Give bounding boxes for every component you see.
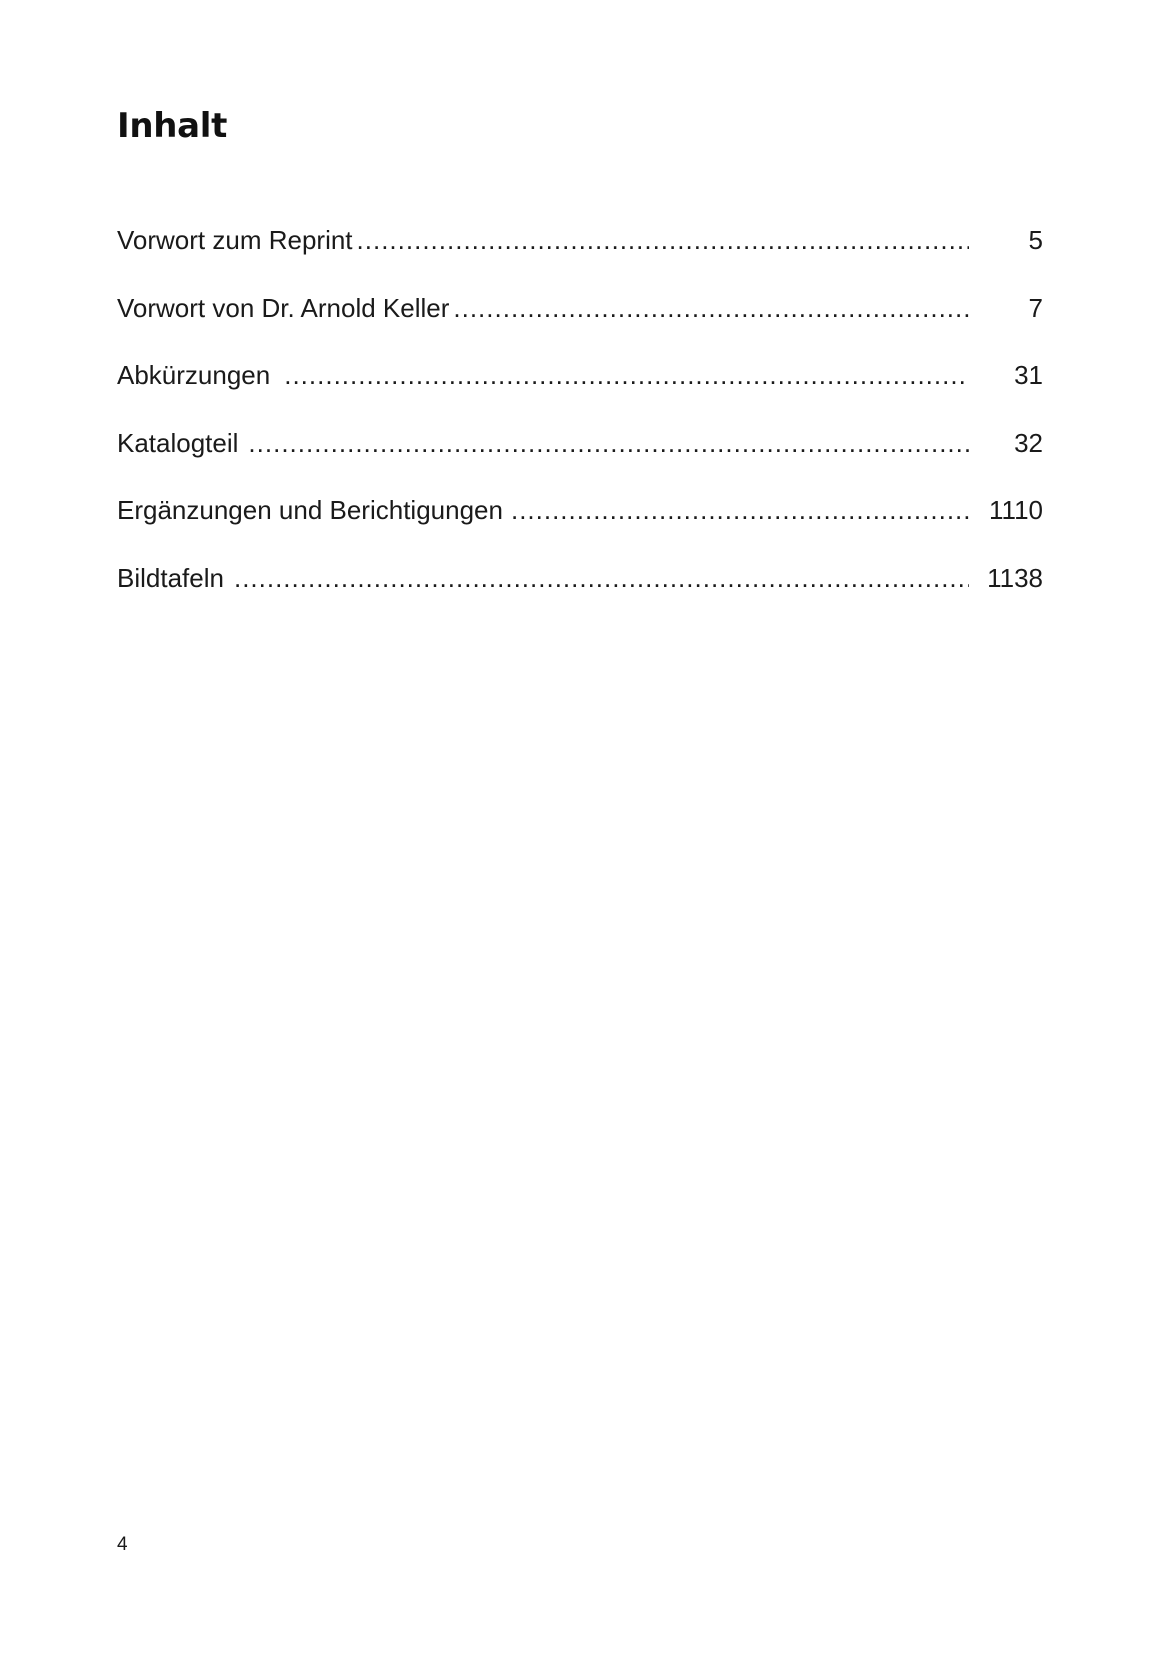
toc-label: Katalogteil (117, 427, 239, 458)
toc-label: Vorwort zum Reprint (117, 225, 353, 255)
toc-label: Abkürzungen (117, 360, 271, 391)
toc-label: Bildtafeln (117, 562, 224, 593)
toc-entry-bildtafeln (117, 558, 1043, 626)
page-number: 4 (117, 1534, 128, 1555)
toc-leader-dots (511, 490, 969, 530)
toc-page-number: 31 (1014, 360, 1043, 391)
toc-label: Ergänzungen und Berichtigungen (117, 495, 503, 526)
toc-entry-katalogteil (117, 423, 1043, 491)
toc-entry-vorwort-reprint (117, 220, 1043, 288)
toc-leader-dots (357, 220, 969, 260)
toc-label: Vorwort von Dr. Arnold Keller (117, 292, 450, 323)
toc-entry-vorwort-keller (117, 288, 1043, 356)
toc-page-number: 1138 (987, 562, 1043, 593)
toc-entry-ergaenzungen (117, 490, 1043, 558)
toc-page-number: 5 (1028, 225, 1043, 255)
toc-leader-dots (234, 558, 969, 598)
toc-leader-dots (453, 288, 969, 328)
toc-entry-abkuerzungen (117, 355, 1043, 423)
toc-leader-dots (248, 423, 969, 463)
toc-page-number: 7 (1028, 292, 1043, 323)
toc-page-number: 32 (1014, 427, 1043, 458)
toc-leader-dots (284, 355, 969, 395)
toc-page-number: 1110 (989, 495, 1043, 526)
table-of-contents (117, 220, 1043, 626)
page-title: Inhalt (117, 106, 228, 146)
